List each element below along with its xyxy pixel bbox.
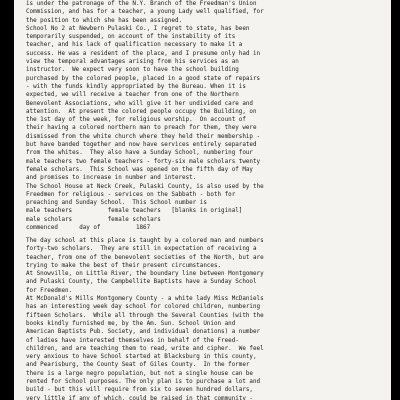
paragraph-2 — [26, 237, 386, 400]
text-line: male scholars female scholars — [26, 216, 161, 223]
text-line: preaching and Sunday School. This School number is — [26, 200, 207, 207]
text-line: has an interesting week day school for colored children, numbering — [26, 304, 261, 311]
text-line: from the whites. They also have a Sunday School, numbering four — [26, 150, 253, 157]
text-line: children, and are teaching them to read, write and cipher. We feel — [26, 345, 264, 352]
text-line: success. He was a resident of the place, and I presume only had in — [26, 50, 261, 57]
text-line: female scholars. This School was opened on the fifth day of May — [26, 166, 253, 173]
text-line: their having a colored northern man to preach for them, they were — [26, 125, 257, 132]
text-line: American Baptists Pub. Society, and individual donations) a number — [26, 329, 261, 336]
text-line: teacher, from one of the benevolent societies of the North, but are — [26, 254, 264, 261]
document-page — [14, 0, 391, 400]
text-line: is under the patronage of the N.Y. Branch of the Freedman's Union — [26, 1, 257, 7]
text-line: male teachers two female teachers - forty-six male scholars twenty — [26, 158, 261, 165]
text-line: of ladies have interested themselves in behalf of the Freed- — [26, 337, 239, 344]
text-line: there is a large negro population, but not a single house can be — [26, 370, 253, 377]
text-line: male teachers female teachers [blanks in original] — [26, 208, 243, 215]
text-line: instructor. We expect very soon to have the school building — [26, 67, 239, 74]
text-line: dismissed from the white church where they held their membership - — [26, 133, 261, 140]
text-line: teacher, and his lack of qualification necessary to make it a — [26, 42, 243, 49]
text-line: the 1st day of the week, for religious worship. On account of — [26, 117, 246, 124]
text-line: trying to make the best of their present circumstances. — [26, 262, 222, 269]
text-line: attention. At present the colored people occupy the Building, on — [26, 108, 257, 115]
text-line: rented for School purposes. The only plan is to purchase a lot and — [26, 379, 261, 386]
paragraph-1 — [26, 0, 386, 232]
text-line: and promises to increase in number and interest. — [26, 175, 197, 182]
text-line: very little if any of which, could be raised in that community - — [26, 395, 253, 400]
text-line: Freedmen for religious - services on the Sabbath - both for — [26, 191, 236, 198]
text-line: view the temporal advantages arising from his services as an — [26, 59, 239, 66]
text-line: and Pearisburg, the County Seat of Giles County. In the former — [26, 362, 250, 369]
text-line: At McDonald's Mills Montgomery County - a white lady Miss McDaniels — [26, 296, 264, 303]
text-line: Commission, and has for a teacher, a young Lady well qualified, for — [26, 9, 264, 16]
text-line: very anxious to have School started at Blacksburg in this county, — [26, 354, 257, 361]
text-line: and Pulaski County, the Campbellite Baptists have a Sunday School — [26, 279, 257, 286]
text-line: but have banded together and now have services entirely separated — [26, 142, 257, 149]
text-line: for Freedmen. — [26, 287, 73, 294]
text-line: fifteen Scholars. While all through the Several Counties (with the — [26, 312, 264, 319]
text-line: School No 2 at Newbern Pulaski Co., I regret to state, has been — [26, 25, 250, 32]
text-line: purchased by the colored people, placed in a good state of repairs — [26, 75, 261, 82]
text-line: forty-two scholars. They are still in expectation of receiving a — [26, 246, 257, 253]
text-line: temporarily suspended, on account of the instability of its — [26, 34, 236, 41]
text-line: books kindly furnished me, by the Am. Sun. School Union and — [26, 320, 236, 327]
text-line: Benevolent Associations, who will give it her undivided care and — [26, 100, 253, 107]
text-line: - with the funds kindly appropriated by the Bureau. When it is — [26, 83, 246, 90]
text-line: build - but this will require from six to seven hundred dollars, — [26, 387, 253, 394]
text-line: expected, we will receive a teacher from one of the Northern — [26, 92, 239, 99]
text-line: commenced day of 1867 — [26, 225, 151, 232]
text-line: The day school at this place is taught by a colored man and numbers — [26, 238, 264, 244]
text-line: The School House at Neck Creek, Pulaski County, is also used by the — [26, 183, 264, 190]
text-line: the position to which she has been assigned. — [26, 17, 183, 24]
text-line: At Snowville, on Little River, the boundary line between Montgomery — [26, 271, 264, 278]
